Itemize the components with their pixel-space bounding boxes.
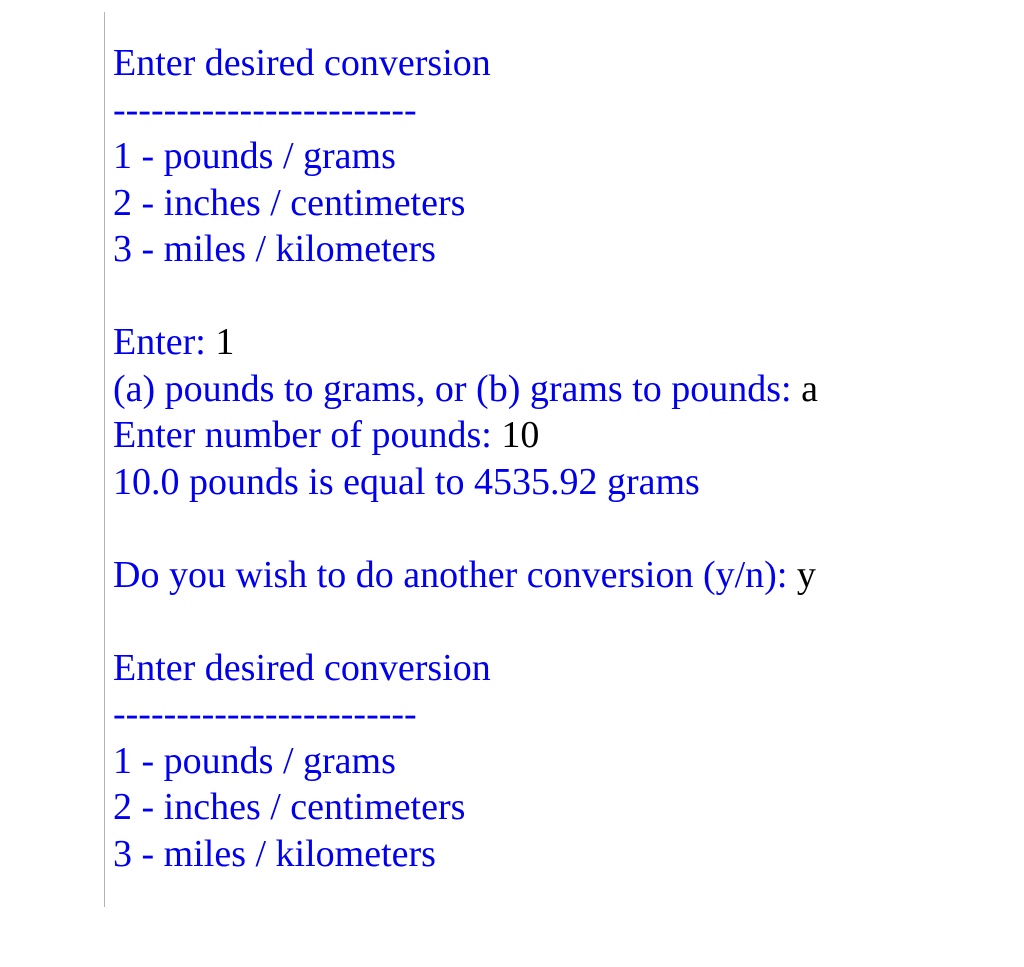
enter-choice-line [113, 319, 984, 366]
enter-number-line [113, 412, 984, 459]
line-text: 3 - miles / kilometers [113, 832, 436, 875]
repeat-prompt-line [113, 552, 984, 599]
line-text: Enter desired conversion [113, 42, 491, 84]
menu-heading [113, 40, 984, 87]
menu-divider [113, 87, 984, 134]
line-text: 1 - pounds / grams [113, 739, 396, 782]
line-text: 2 - inches / centimeters [113, 786, 466, 828]
direction-choice-line [113, 366, 984, 413]
line-text: ------------------------ [113, 88, 417, 131]
menu-option-1 [113, 738, 984, 785]
prompt-text: Enter number of pounds: [113, 414, 502, 456]
prompt-text: Enter: [113, 321, 216, 363]
blank-line [113, 273, 984, 320]
line-text: 3 - miles / kilometers [113, 228, 436, 270]
line-text: 10.0 pounds is equal to 4535.92 grams [113, 460, 700, 503]
line-text: ------------------------ [113, 693, 417, 735]
user-input: a [801, 367, 818, 410]
console-output [104, 12, 984, 907]
menu-option-2 [113, 784, 984, 831]
menu-option-3 [113, 831, 984, 878]
menu-option-3 [113, 226, 984, 273]
blank-line [113, 598, 984, 645]
menu-option-1 [113, 133, 984, 180]
user-input: 1 [215, 321, 235, 363]
prompt-text: (a) pounds to grams, or (b) grams to pounds: [113, 367, 802, 410]
line-text: 2 - inches / centimeters [113, 181, 466, 224]
blank-line [113, 505, 984, 552]
menu-heading [113, 645, 984, 692]
user-input: y [796, 553, 816, 596]
user-input: 10 [501, 414, 540, 456]
result-line [113, 459, 984, 506]
line-text: Enter desired conversion [113, 646, 491, 689]
line-text: 1 - pounds / grams [113, 135, 396, 177]
menu-divider [113, 691, 984, 738]
menu-option-2 [113, 180, 984, 227]
prompt-text: Do you wish to do another conversion (y/n): [113, 553, 797, 596]
